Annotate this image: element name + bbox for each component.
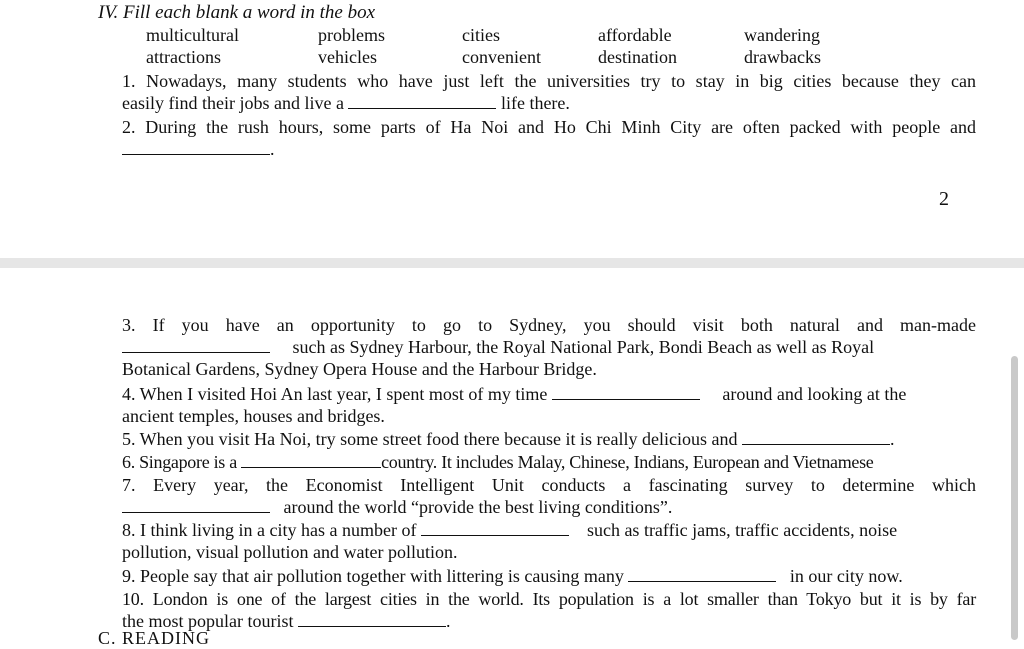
question-6 [122, 451, 976, 473]
answer-blank[interactable] [122, 138, 270, 155]
word-item: problems [318, 25, 385, 45]
question-line: 6. Singapore is a country. It includes Malay, Chinese, Indians, European and Vietnamese [122, 452, 874, 472]
question-2 [122, 116, 976, 160]
question-line: 5. When you visit Ha Noi, try some street food there because it is really delicious and . [122, 429, 895, 449]
word-item: attractions [146, 47, 221, 67]
question-line: 8. I think living in a city has a number of such as traffic jams, traffic accidents, noise [122, 520, 898, 540]
question-line: around the world “provide the best living conditions”. [122, 496, 976, 518]
word-item: vehicles [318, 47, 377, 67]
question-5 [122, 428, 976, 450]
question-line: 3. If you have an opportunity to go to Sydney, you should visit both natural and man-made [122, 315, 976, 335]
word-item: affordable [598, 25, 672, 45]
question-line: easily find their jobs and live a life there. [122, 93, 570, 113]
question-line: 4. When I visited Hoi An last year, I spent most of my time around and looking at the [122, 384, 907, 404]
answer-blank[interactable] [552, 383, 700, 400]
question-9 [122, 565, 976, 587]
next-section-heading: C. READING [98, 628, 210, 648]
answer-blank[interactable] [241, 451, 381, 468]
word-box [146, 24, 866, 68]
answer-blank[interactable] [122, 496, 270, 513]
word-item: multicultural [146, 25, 239, 45]
word-box-row [146, 24, 866, 46]
answer-blank[interactable] [122, 336, 270, 353]
question-7 [122, 474, 976, 518]
answer-blank[interactable] [742, 428, 890, 445]
word-item: destination [598, 47, 677, 67]
question-line: . [122, 138, 976, 160]
answer-blank[interactable] [298, 610, 446, 627]
question-line: ancient temples, houses and bridges. [122, 406, 385, 426]
question-line: 2. During the rush hours, some parts of Ha Noi and Ho Chi Minh City are often packed with people and [122, 117, 976, 137]
question-8 [122, 519, 976, 563]
page-separator [0, 258, 1024, 268]
answer-blank[interactable] [421, 519, 569, 536]
question-line: the most popular tourist . [122, 611, 451, 631]
word-item: cities [462, 25, 500, 45]
page-number: 2 [939, 188, 949, 210]
question-line: 10. London is one of the largest cities in the world. Its population is a lot smaller than Tokyo but it is by far [122, 589, 976, 609]
question-line: such as Sydney Harbour, the Royal National Park, Bondi Beach as well as Royal [122, 336, 976, 358]
word-item: wandering [744, 25, 820, 45]
question-3 [122, 314, 976, 380]
word-item: drawbacks [744, 47, 821, 67]
question-line: 1. Nowadays, many students who have just left the universities try to stay in big cities because they can [122, 71, 976, 91]
question-10 [122, 588, 976, 632]
question-line: Botanical Gardens, Sydney Opera House and the Harbour Bridge. [122, 359, 597, 379]
question-line: 9. People say that air pollution together with littering is causing many in our city now. [122, 566, 903, 586]
vertical-scrollbar[interactable] [1011, 356, 1018, 640]
answer-blank[interactable] [628, 565, 776, 582]
word-box-row [146, 46, 866, 68]
word-item: convenient [462, 47, 541, 67]
question-line: pollution, visual pollution and water pollution. [122, 542, 458, 562]
exercise-heading: IV. Fill each blank a word in the box [98, 2, 376, 23]
question-line: 7. Every year, the Economist Intelligent Unit conducts a fascinating survey to determine which [122, 475, 976, 495]
question-4 [122, 383, 976, 427]
answer-blank[interactable] [348, 92, 496, 109]
question-1 [122, 70, 976, 114]
